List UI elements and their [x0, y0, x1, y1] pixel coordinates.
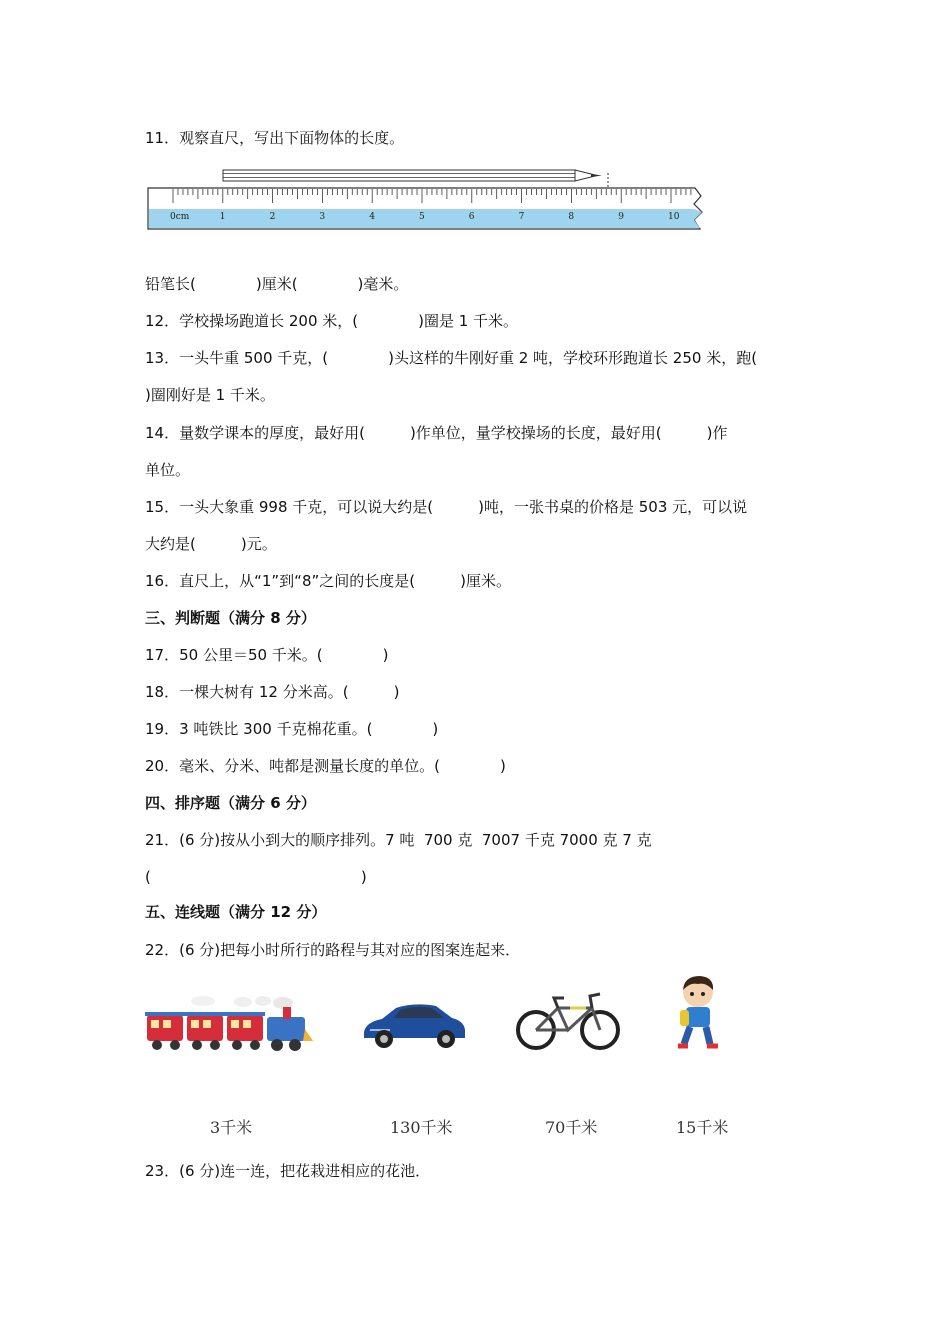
q21-text: 21．(6 分)按从小到大的顺序排列。7 吨 700 克 7007 千克 7000 克 7 克 — [145, 831, 652, 849]
section5-heading: 五、连线题（满分 12 分） — [145, 903, 327, 921]
ruler-tick-label: 5 — [419, 212, 425, 222]
q21-answer: ( ) — [145, 868, 367, 886]
speed-label-4: 15千米 — [676, 1118, 729, 1137]
q11-answer: 铅笔长( )厘米( )毫米。 — [145, 275, 409, 293]
speed-label-3: 70千米 — [545, 1118, 598, 1137]
ruler-tick-label: 7 — [518, 212, 525, 222]
q23-text: 23．(6 分)连一连，把花栽进相应的花池． — [145, 1162, 431, 1180]
pencil-icon — [223, 170, 608, 188]
q13-text-b: )圈刚好是 1 千米。 — [145, 386, 275, 404]
q17-text: 17．50 公里＝50 千米。( ) — [145, 646, 389, 664]
q12-text: 12．学校操场跑道长 200 米，( )圈是 1 千米。 — [145, 312, 519, 330]
q22-text: 22．(6 分)把每小时所行的路程与其对应的图案连起来． — [145, 941, 521, 959]
q19-text: 19．3 吨铁比 300 千克棉花重。( ) — [145, 720, 439, 738]
q16-text: 16．直尺上，从“1”到“8”之间的长度是( )厘米。 — [145, 572, 511, 590]
q13-text-a: 13．一头牛重 500 千克，( )头这样的牛刚好重 2 吨，学校环形跑道长 250 米，跑( — [145, 349, 758, 367]
speed-label-2: 130千米 — [390, 1118, 453, 1137]
ruler-tick-label: 2 — [269, 212, 276, 222]
ruler-figure — [145, 168, 710, 234]
q14-text-b: 单位。 — [145, 461, 191, 479]
ruler-tick-label: 3 — [319, 212, 326, 222]
ruler-tick-label: 1 — [219, 212, 226, 222]
ruler-tick-label: 9 — [618, 212, 624, 222]
ruler-tick-label: 6 — [468, 212, 475, 222]
train-icon — [143, 995, 315, 1055]
speed-label-1: 3千米 — [210, 1118, 253, 1137]
car-icon — [360, 1000, 468, 1052]
q18-text: 18．一棵大树有 12 分米高。( ) — [145, 683, 400, 701]
q15-text-a: 15．一头大象重 998 千克，可以说大约是( )吨，一张书桌的价格是 503 元，可以说 — [145, 498, 748, 516]
q15-text-b: 大约是( )元。 — [145, 535, 277, 553]
q20-text: 20．毫米、分米、吨都是测量长度的单位。( ) — [145, 757, 506, 775]
q11-text: 11．观察直尺，写出下面物体的长度。 — [145, 129, 405, 147]
ruler-tick-label: 4 — [369, 212, 375, 222]
section4-heading: 四、排序题（满分 6 分） — [145, 794, 316, 812]
ruler-tick-label: 10 — [668, 212, 680, 222]
ruler-unit-label: 0cm — [170, 212, 190, 222]
q14-text-a: 14．量数学课本的厚度，最好用( )作单位，量学校操场的长度，最好用( )作 — [145, 424, 728, 442]
boy-walking-icon — [670, 972, 728, 1054]
bicycle-icon — [514, 988, 622, 1054]
ruler-body — [148, 188, 702, 229]
section3-heading: 三、判断题（满分 8 分） — [145, 609, 316, 627]
ruler-tick-label: 8 — [568, 212, 575, 222]
